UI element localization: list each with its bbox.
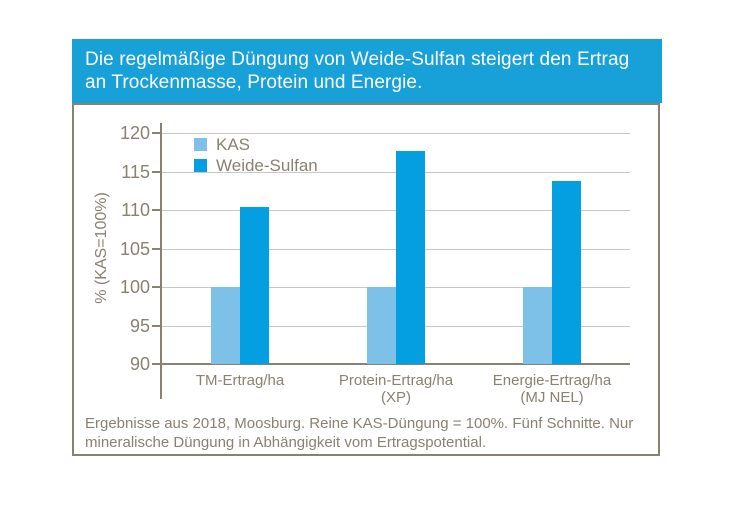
chart-panel	[72, 103, 660, 456]
y-tick-label-105: 105	[119, 238, 150, 259]
y-tick-105	[152, 248, 162, 250]
category-label-3: Energie-Ertrag/ha (MJ NEL)	[492, 372, 612, 406]
legend-label: Weide-Sulfan	[216, 156, 318, 175]
y-tick-label-115: 115	[121, 161, 150, 182]
legend-swatch-icon	[194, 159, 207, 172]
bar-kas-cat2	[367, 287, 396, 364]
y-tick-115	[152, 171, 162, 173]
legend-swatch-icon	[194, 138, 207, 151]
category-label-2: Protein-Ertrag/ha (XP)	[338, 372, 454, 406]
bar-weide-sulfan-cat2	[396, 151, 425, 364]
chart-header	[72, 39, 662, 103]
y-tick-110	[152, 209, 162, 211]
y-tick-label-100: 100	[119, 277, 150, 297]
y-tick-label-120: 120	[119, 123, 150, 143]
y-tick-label-90: 90	[129, 354, 150, 374]
footer-note: Ergebnisse aus 2018, Moosburg. Reine KAS-Düngung = 100%. Fünf Schnitte. Nur mineralische Düngung in Abhängigkeit vom Ertragspotential.	[85, 415, 634, 451]
legend-row	[194, 157, 318, 174]
legend	[194, 136, 318, 174]
bar-kas-cat3	[523, 287, 552, 364]
bar-weide-sulfan-cat1	[240, 207, 269, 364]
legend-label: KAS	[216, 135, 251, 154]
y-tick-100	[152, 286, 162, 288]
category-label-1: TM-Ertrag/ha	[195, 372, 285, 389]
y-tick-120	[152, 132, 162, 134]
y-tick-label-95: 95	[129, 315, 150, 336]
bar-weide-sulfan-cat3	[552, 181, 581, 364]
y-tick-95	[152, 325, 162, 327]
legend-row	[194, 136, 318, 153]
gridline-120	[162, 133, 630, 134]
chart-title: Die regelmäßige Düngung von Weide-Sulfan steigert den Ertrag an Trockenmasse, Protein und Energie.	[85, 49, 630, 93]
y-axis-title-text: % (KAS=100%)	[93, 192, 110, 304]
y-tick-label-110: 110	[121, 200, 150, 220]
y-tick-90	[152, 363, 162, 365]
bar-kas-cat1	[211, 287, 240, 364]
